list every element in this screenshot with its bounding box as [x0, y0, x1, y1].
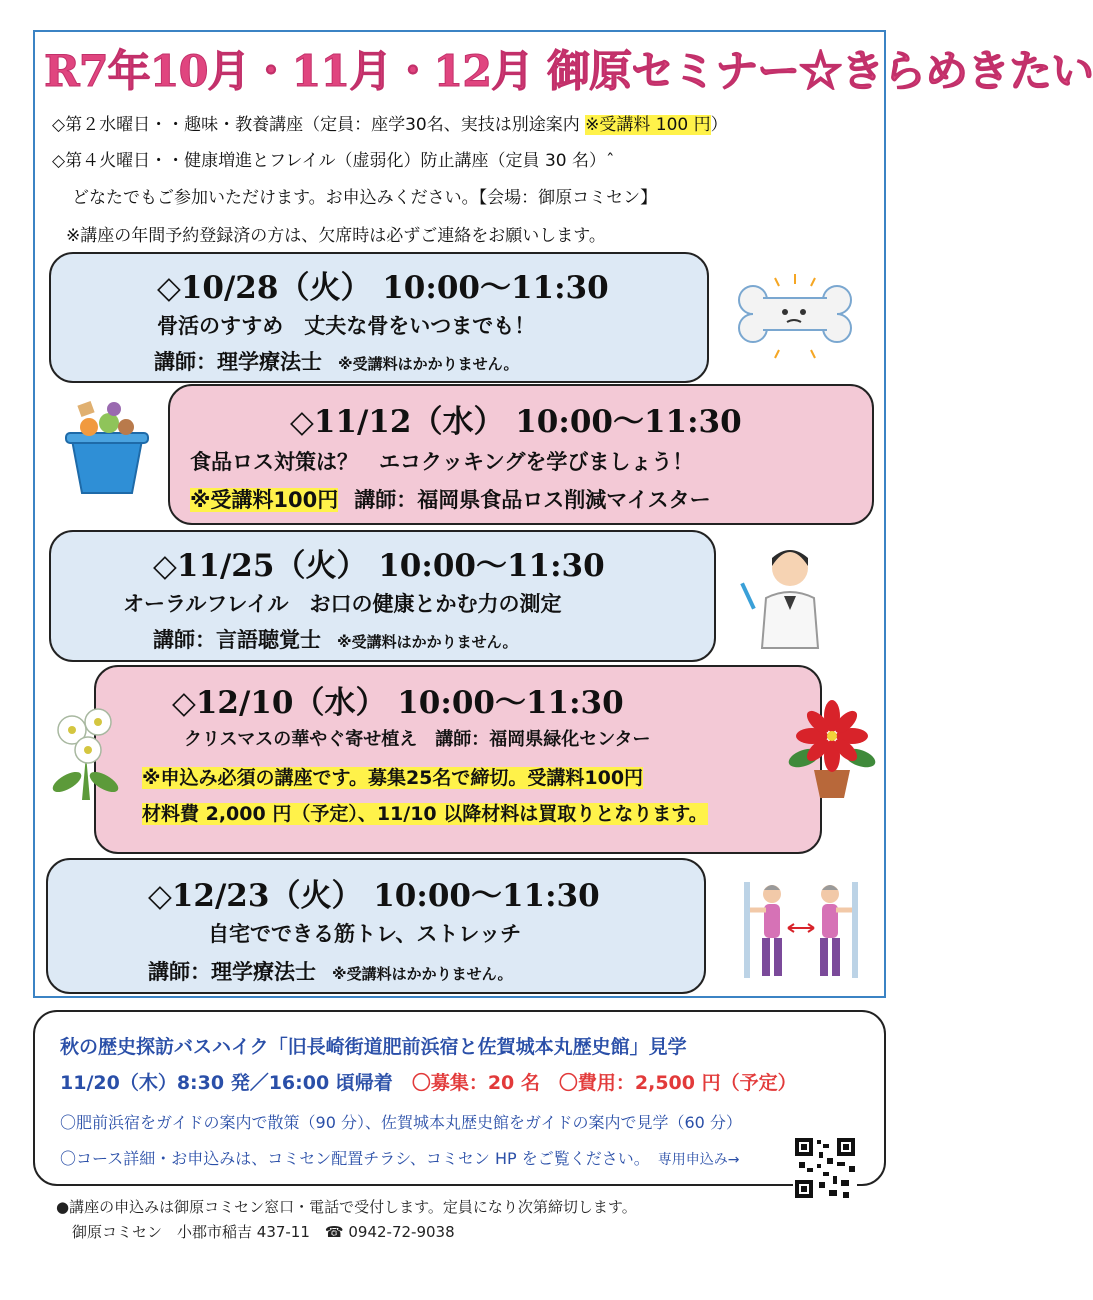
session-lecturer-row	[148, 956, 513, 986]
session-card-3	[49, 530, 716, 662]
bus-hike-title: 秋の歴史探訪バスハイク「旧長崎街道肥前浜宿と佐賀城本丸歴史館」見学	[60, 1036, 687, 1058]
footer-address: 御原コミセン 小郡市稲吉 437-11	[72, 1223, 310, 1241]
session-topic: 骨活のすすめ 丈夫な骨をいつまでも！	[157, 314, 536, 338]
session-note: ※受講料はかかりません。	[337, 633, 518, 651]
doctor-icon	[740, 538, 830, 648]
bus-hike-detail: 〇コース詳細・お申込みは、コミセン配置チラシ、コミセン HP をご覧ください。	[60, 1149, 642, 1168]
notice-text: 材料費 2,000 円（予定）、11/10 以降材料は買取りとなります。	[142, 803, 708, 825]
session-lecturer: 講師：理学療法士	[148, 960, 316, 984]
bus-hike-box	[33, 1010, 886, 1186]
bone-icon	[735, 270, 855, 365]
session-lecturer: 講師：言語聴覚士	[153, 628, 321, 652]
bus-hike-cost: 〇費用：2,500 円（予定）	[558, 1072, 797, 1094]
bus-hike-date-row	[60, 1068, 797, 1095]
intro-line-2: ◇第４火曜日・・健康増進とフレイル（虚弱化）防止講座（定員 30 名）ˆ	[52, 151, 615, 171]
footer-phone: ☎ 0942-72-9038	[324, 1223, 455, 1241]
apply-link[interactable]: 専用申込み→	[657, 1152, 740, 1168]
session-lecturer-row	[154, 346, 519, 376]
session-topic: オーラルフレイル お口の健康とかむ力の測定	[123, 592, 562, 616]
session-topic: 食品ロス対策は？ エコクッキングを学びましょう！	[190, 450, 694, 474]
session-lecturer: 講師：理学療法士	[154, 350, 322, 374]
session-card-2	[168, 384, 874, 525]
session-note: ※受講料はかかりません。	[338, 355, 519, 373]
footer-contact	[72, 1221, 455, 1242]
session-lecturer: 講師：福岡県食品ロス削減マイスター	[354, 488, 711, 512]
footer-note: ●講座の申込みは御原コミセン窓口・電話で受付します。定員になり次第締切します。	[56, 1198, 637, 1216]
intro-text: ◇第２水曜日・・趣味・教養講座（定員：座学30名、実技は別途案内	[52, 115, 586, 135]
session-topic: 自宅でできる筋トレ、ストレッチ	[208, 922, 522, 946]
session-card-5	[46, 858, 706, 994]
session-card-4	[94, 665, 822, 854]
qr-code-icon[interactable]	[793, 1136, 857, 1200]
fee-highlight: ※受講料 100 円	[585, 115, 711, 135]
notice-text: ※申込み必須の講座です。募集25名で締切。受講料100円	[142, 767, 644, 789]
bus-hike-line-1: 〇肥前浜宿をガイドの案内で散策（90 分）、佐賀城本丸歴史館をガイドの案内で見学（60 分）	[60, 1113, 742, 1132]
session-topic: クリスマスの華やぐ寄せ植え 講師：福岡県緑化センター	[184, 729, 651, 750]
intro-text: ）	[710, 115, 728, 135]
session-lecturer-row	[190, 484, 711, 514]
food-waste-bin-icon	[54, 395, 159, 500]
session-date: ◇11/12（水） 10:00～11:30	[290, 404, 742, 440]
session-lecturer-row	[153, 624, 518, 654]
bus-hike-date: 11/20（木）8:30 発／16:00 頃帰着	[60, 1072, 393, 1094]
white-flower-icon	[42, 700, 132, 800]
bus-hike-recruit: 〇募集：20 名	[411, 1072, 540, 1094]
session-notice-1	[142, 763, 643, 790]
intro-line-1	[52, 110, 728, 135]
fee-highlight: ※受講料100円	[190, 488, 339, 512]
intro-line-3: どなたでもご参加いただけます。お申込みください。【会場：御原コミセン】	[72, 188, 658, 208]
session-date: ◇12/23（火） 10:00～11:30	[148, 878, 600, 914]
intro-line-4: ※講座の年間予約登録済の方は、欠席時は必ずご連絡をお願いします。	[66, 226, 606, 246]
bus-hike-line-2	[60, 1146, 740, 1169]
session-notice-2	[142, 799, 708, 826]
session-note: ※受講料はかかりません。	[332, 965, 513, 983]
poinsettia-icon	[786, 700, 878, 800]
session-date: ◇12/10（水） 10:00～11:30	[172, 685, 624, 721]
session-date: ◇10/28（火） 10:00～11:30	[157, 270, 609, 306]
stretching-people-icon	[742, 880, 860, 980]
page-title: R7年10月・11月・12月 御原セミナー☆きらめきたい	[44, 47, 1093, 97]
session-card-1	[49, 252, 709, 383]
session-date: ◇11/25（火） 10:00～11:30	[153, 548, 605, 584]
